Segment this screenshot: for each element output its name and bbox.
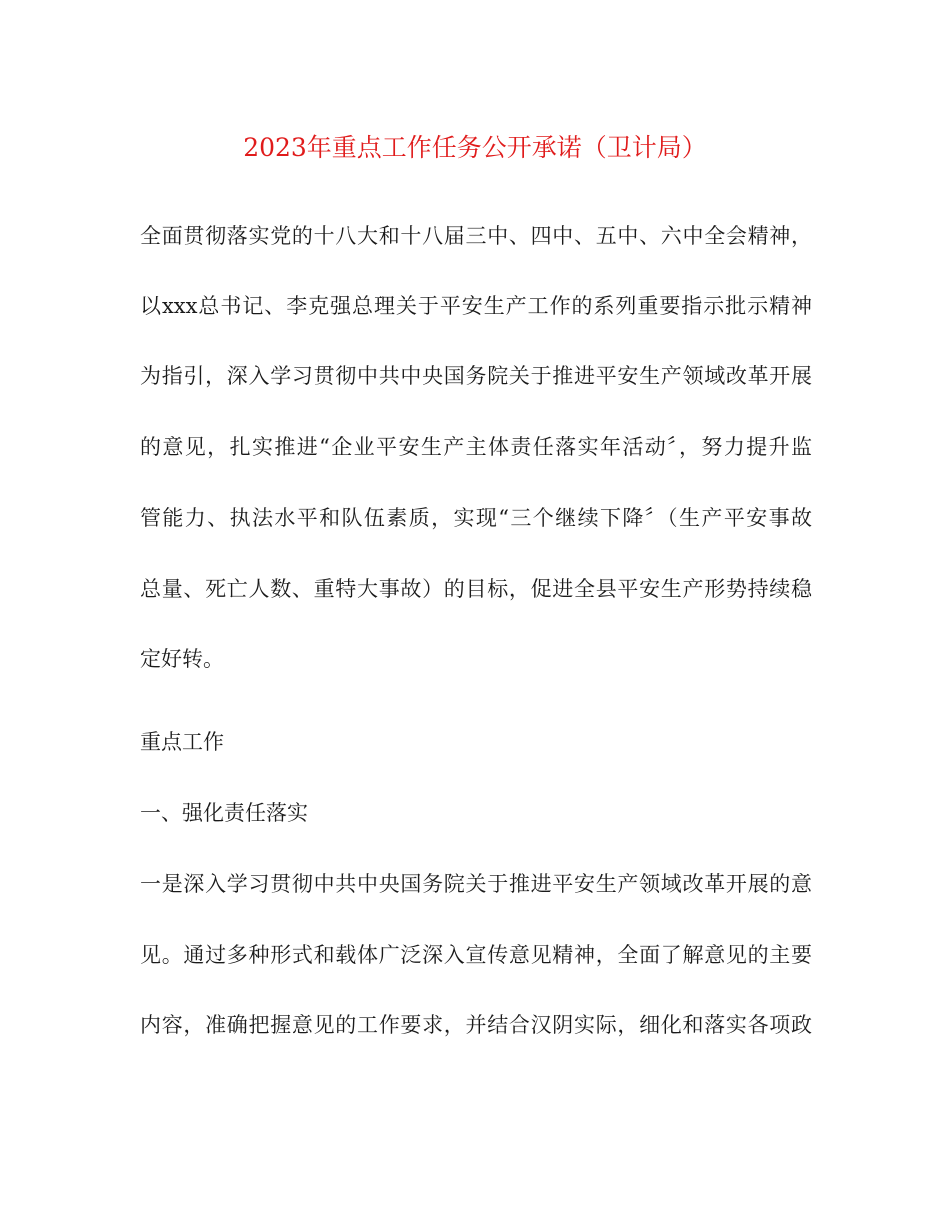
intro-line-6: 总量、死亡人数、重特大事故）的目标，促进全县平安生产形势持续稳	[140, 577, 812, 601]
body-line-3: 内容，准确把握意见的工作要求，并结合汉阴实际，细化和落实各项政	[140, 1013, 812, 1037]
subsection-heading: 一、强化责任落实	[140, 801, 308, 825]
intro-line-4: 的意见，扎实推进“企业平安生产主体责任落实年活动〞，努力提升监	[140, 435, 812, 459]
body-line-1: 一是深入学习贯彻中共中央国务院关于推进平安生产领域改革开展的意	[140, 872, 812, 896]
intro-line-3: 为指引，深入学习贯彻中共中央国务院关于推进平安生产领域改革开展	[140, 364, 812, 388]
intro-line-2: 以xxx总书记、李克强总理关于平安生产工作的系列重要指示批示精神	[140, 294, 812, 318]
section-heading: 重点工作	[140, 730, 224, 754]
body-line-2: 见。通过多种形式和载体广泛深入宣传意见精神，全面了解意见的主要	[140, 943, 812, 967]
intro-line-7: 定好转。	[140, 647, 224, 671]
document-title: 2023年重点工作任务公开承诺（卫计局）	[243, 133, 707, 162]
intro-line-1: 全面贯彻落实党的十八大和十八届三中、四中、五中、六中全会精神，	[140, 224, 812, 248]
intro-line-5: 管能力、执法水平和队伍素质，实现“三个继续下降〞（生产平安事故	[140, 506, 812, 530]
